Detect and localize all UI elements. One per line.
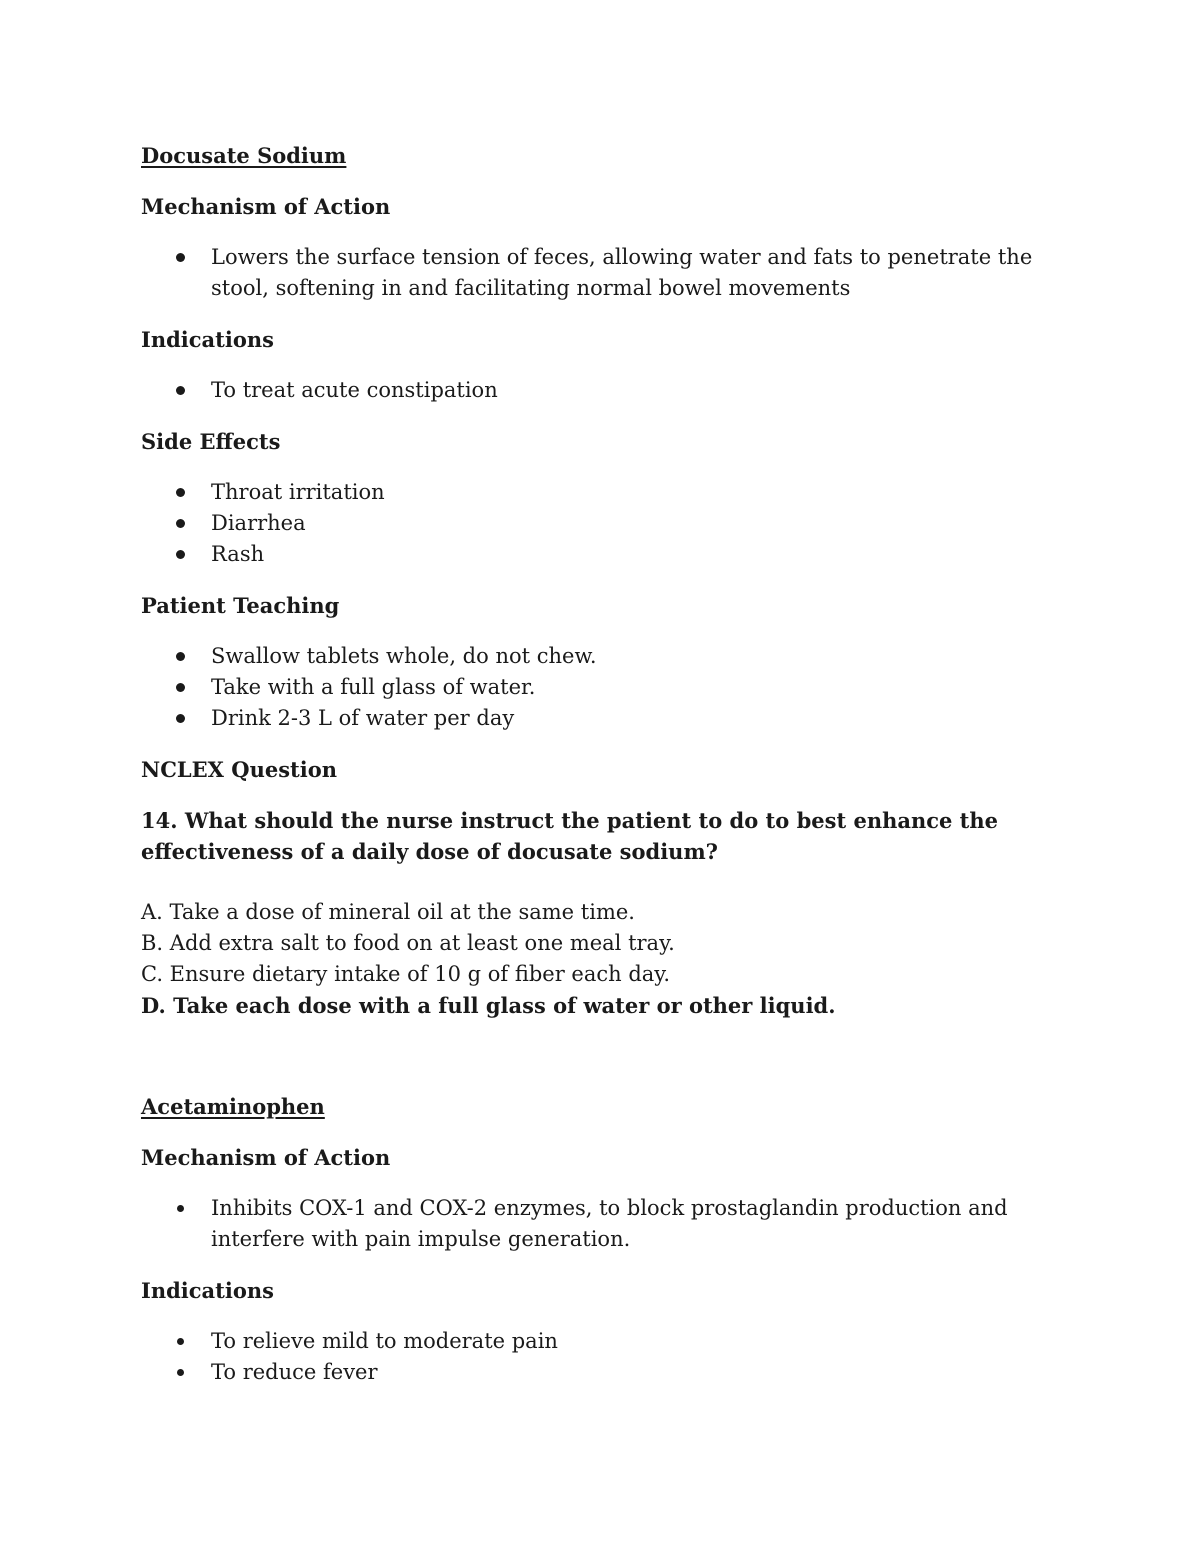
answer-option-a: A. Take a dose of mineral oil at the same time. bbox=[141, 900, 635, 924]
list-item: To relieve mild to moderate pain bbox=[141, 1326, 1071, 1357]
moa-heading: Mechanism of Action bbox=[141, 194, 391, 219]
bullet-icon bbox=[176, 519, 185, 528]
list-item: Throat irritation bbox=[141, 477, 1071, 508]
indications-heading: Indications bbox=[141, 327, 274, 352]
bullet-icon bbox=[176, 714, 185, 723]
list-item: Diarrhea bbox=[141, 508, 1071, 539]
document-page bbox=[141, 140, 1071, 1388]
patient-teaching-heading: Patient Teaching bbox=[141, 593, 340, 618]
indications-list bbox=[141, 375, 1071, 406]
list-item: Swallow tablets whole, do not chew. bbox=[141, 641, 1071, 672]
indications-list bbox=[141, 1326, 1071, 1388]
indications-heading: Indications bbox=[141, 1278, 274, 1303]
list-item: Inhibits COX-1 and COX-2 enzymes, to block prostaglandin production and interfere with pain impulse generation. bbox=[141, 1193, 1071, 1255]
list-item: To reduce fever bbox=[141, 1357, 1071, 1388]
bullet-icon bbox=[176, 652, 185, 661]
bullet-icon bbox=[177, 1205, 184, 1212]
side-effects-list bbox=[141, 477, 1071, 570]
bullet-icon bbox=[176, 683, 185, 692]
list-item: Lowers the surface tension of feces, allowing water and fats to penetrate the stool, softening in and facilitating normal bowel movements bbox=[141, 242, 1071, 304]
bullet-icon bbox=[176, 386, 185, 395]
moa-list bbox=[141, 242, 1071, 304]
moa-list bbox=[141, 1193, 1071, 1255]
side-effects-heading: Side Effects bbox=[141, 429, 281, 454]
list-item: Take with a full glass of water. bbox=[141, 672, 1071, 703]
nclex-question: 14. What should the nurse instruct the patient to do to best enhance the effectiveness of a daily dose of docusate sodium? bbox=[141, 808, 999, 864]
drug-title-docusate: Docusate Sodium bbox=[141, 143, 347, 168]
section-spacer bbox=[141, 1021, 1071, 1091]
list-item: To treat acute constipation bbox=[141, 375, 1071, 406]
answer-option-c: C. Ensure dietary intake of 10 g of fiber each day. bbox=[141, 962, 671, 986]
bullet-icon bbox=[176, 253, 185, 262]
nclex-heading: NCLEX Question bbox=[141, 757, 337, 782]
bullet-icon bbox=[176, 550, 185, 559]
moa-heading: Mechanism of Action bbox=[141, 1145, 391, 1170]
drug-title-acetaminophen: Acetaminophen bbox=[141, 1094, 325, 1119]
patient-teaching-list bbox=[141, 641, 1071, 734]
answer-option-b: B. Add extra salt to food on at least one meal tray. bbox=[141, 931, 675, 955]
answer-options bbox=[141, 897, 1071, 1021]
list-item: Drink 2-3 L of water per day bbox=[141, 703, 1071, 734]
list-item: Rash bbox=[141, 539, 1071, 570]
bullet-icon bbox=[176, 488, 185, 497]
answer-option-d-correct: D. Take each dose with a full glass of water or other liquid. bbox=[141, 993, 836, 1018]
bullet-icon bbox=[177, 1338, 184, 1345]
bullet-icon bbox=[177, 1369, 184, 1376]
